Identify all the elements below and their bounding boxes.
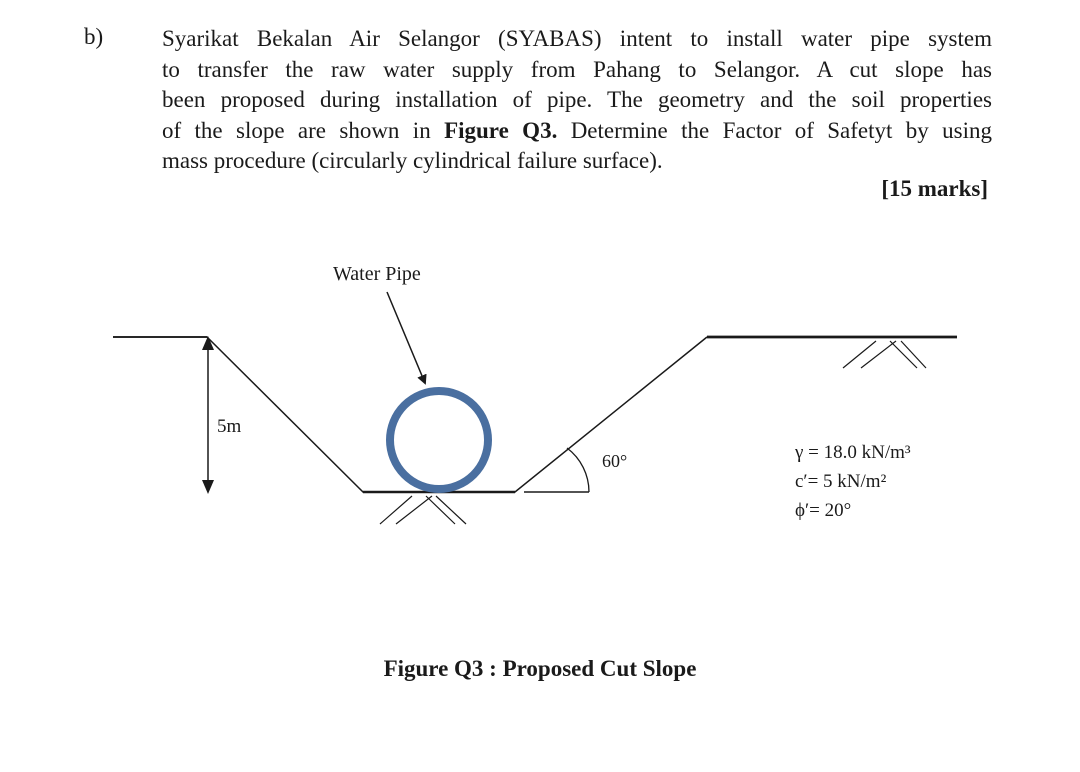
question-line-3: been proposed during installation of pipe. The geometry and the soil properties [162,87,992,112]
height-arrowhead-bottom [202,480,214,494]
water-pipe [390,391,488,489]
water-pipe-pointer [387,292,425,383]
question-line-4-end: Determine the Factor of Safetyt by using [557,117,992,143]
height-label: 5m [217,416,242,437]
friction-angle-label: ϕ′= 20° [795,500,852,521]
question-label: b) [84,24,104,49]
cohesion-label: c′= 5 kN/m² [795,471,887,492]
angle-label: 60° [602,451,628,471]
question-line-5: mass procedure (circularly cylindrical failure surface). [162,148,663,173]
surface-ground-hatch [843,341,926,368]
angle-arc [567,448,589,492]
marks-label: [15 marks] [881,176,988,201]
figure-reference: Figure Q3. [444,117,558,143]
base-ground-hatch [380,496,466,524]
figure-caption: Figure Q3 : Proposed Cut Slope [383,656,697,681]
question-line-1: Syarikat Bekalan Air Selangor (SYABAS) intent to install water pipe system [162,26,992,51]
water-pipe-label: Water Pipe [333,263,421,285]
question-line-4-start: of the slope are shown in [162,117,445,143]
question-line-2: to transfer the raw water supply from Pahang to Selangor. A cut slope has [162,56,992,82]
unit-weight-label: γ = 18.0 kN/m³ [795,442,911,463]
